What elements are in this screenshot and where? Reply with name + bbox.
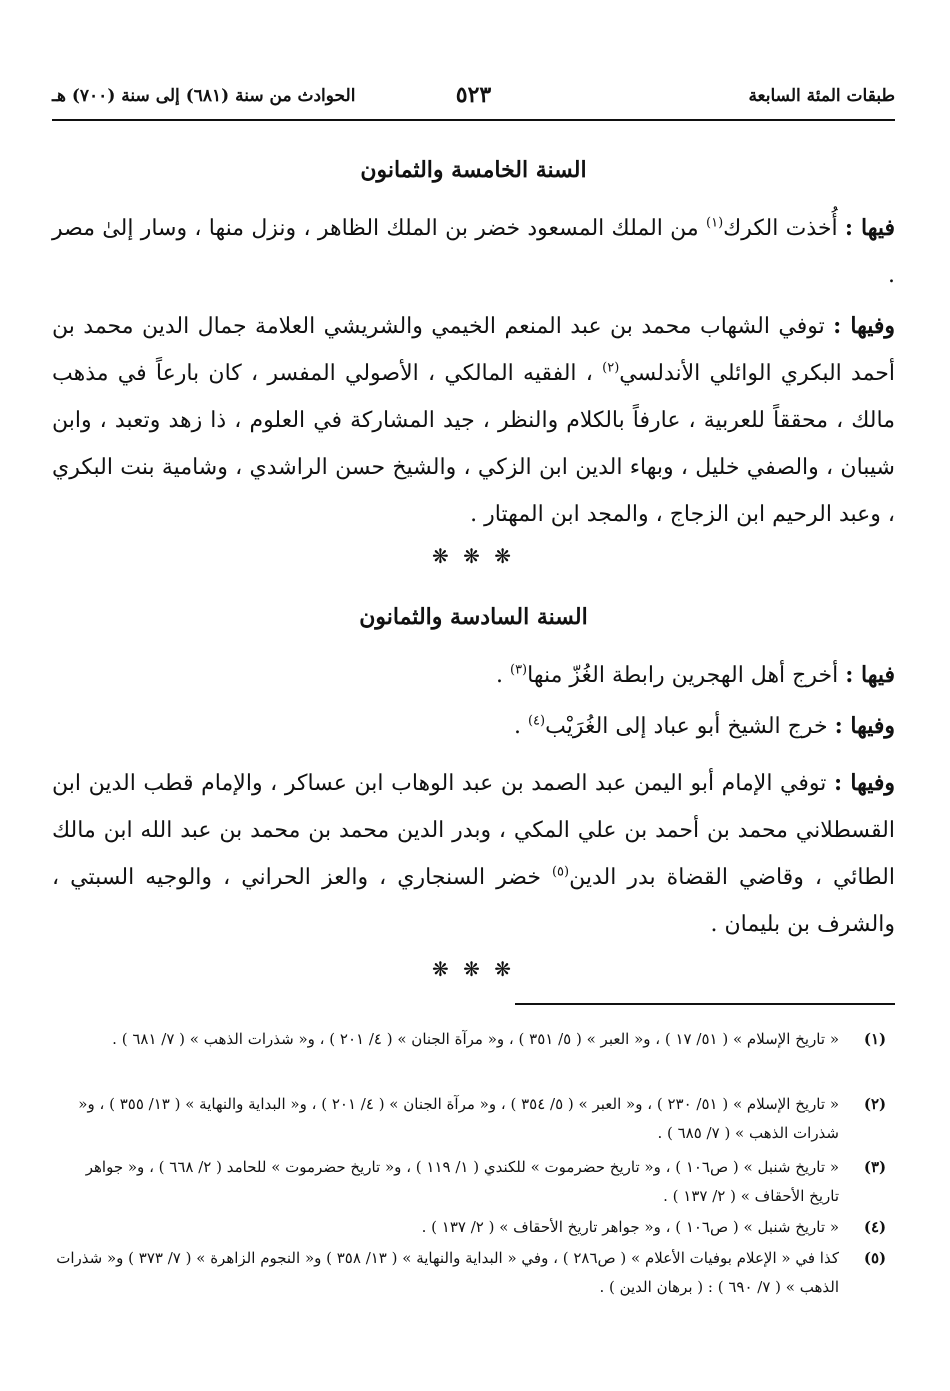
footnote-ref[interactable]: (١) [706, 215, 724, 231]
section-separator: ❋ ❋ ❋ [432, 957, 515, 981]
footnote-text: « تاريخ شنبل » ( ص١٠٦ ) ، و« جواهر تاريخ الأحقاف » ( ٢/ ١٣٧ ) . [421, 1218, 839, 1236]
footnote-1 [52, 1025, 895, 1054]
footnote-text: « تاريخ شنبل » ( ص١٠٦ ) ، و« تاريخ حضرموت » للكندي ( ١/ ١١٩ ) ، و« تاريخ حضرموت » للحامد ( ٢/ ٦٦٨ ) ، و« جواهر تاريخ الأحقاف » ( ٢/ ١٣٧ ) . [85, 1158, 839, 1205]
footnote-ref[interactable]: (٥) [551, 864, 570, 880]
footnote-ref[interactable]: (٢) [602, 360, 620, 376]
book-page [52, 0, 895, 1391]
footnote-number: (١) [863, 1030, 887, 1048]
paragraph-lead: وفيها : [833, 313, 896, 339]
footnote-text: كذا في « الإعلام بوفيات الأعلام » ( ص٢٨٦ ) ، وفي « البداية والنهاية » ( ١٣/ ٣٥٨ ) و« النجوم الزاهرة » ( ٧/ ٣٧٣ ) و« شذرات الذهب » ( ٧/ ٦٩٠ ) : ( برهان الدين ) . [56, 1249, 839, 1296]
paragraph-85-1: فيها : أُخذت الكرك$^{(١)}$ من الملك المسعود خضر بن الملك الظاهر ، ونزل منها ، وسار إلىٰ مصر . [52, 215, 895, 288]
footnote-ref[interactable]: (٤) [527, 713, 546, 729]
section-heading-86: السنة السادسة والثمانون [359, 604, 588, 630]
footnote-ref[interactable]: (٣) [509, 662, 528, 678]
chapter-range: الحوادث من سنة (٦٨١) إلى سنة (٧٠٠) هـ [52, 86, 356, 106]
footnote-3 [52, 1153, 895, 1211]
section-separator: ❋ ❋ ❋ [432, 544, 515, 568]
section-heading-85: السنة الخامسة والثمانون [360, 157, 587, 183]
footnote-rule [515, 1003, 895, 1005]
header-rule [52, 119, 895, 121]
footnote-number: (٣) [863, 1158, 887, 1176]
footnote-2 [52, 1090, 895, 1148]
paragraph-lead: فيها : [845, 662, 895, 688]
footnote-4 [52, 1213, 895, 1242]
paragraph-86-2: وفيها : خرج الشيخ أبو عباد إلى الغُرَيْب$^{(٤)}$ . [513, 713, 895, 739]
footnote-number: (٤) [863, 1218, 887, 1236]
paragraph-lead: فيها : [844, 215, 895, 241]
paragraph-85-2: وفيها : توفي الشهاب محمد بن عبد المنعم الخيمي والشريشي العلامة جمال الدين محمد بن أحمد البكري الوائلي الأندلسي$^{(٢)}$ ، الفقيه المالكي ، الأصولي المفسر ، كان بارعاً في مذهب مالك ، محققاً للعربية ، عارفاً بالكلام والنظر ، جيد المشاركة في العلوم ، ذا زهد وتعبد ، وابن شيبان ، والصفي خليل ، وبهاء الدين ابن الزكي ، والشيخ حسن الراشدي ، وشامية بنت البكري ، وعبد الرحيم ابن الزجاج ، والمجد ابن المهتار . [52, 313, 896, 527]
paragraph-lead: وفيها : [834, 713, 895, 739]
running-header [52, 82, 895, 112]
paragraph-86-1: فيها : أخرج أهل الهجرين رابطة الغُزّ منها$^{(٣)}$ . [495, 662, 895, 688]
paragraph-86-3: وفيها : توفي الإمام أبو اليمن عبد الصمد بن عبد الوهاب ابن عساكر ، والإمام قطب الدين ابن القسطلاني محمد بن أحمد بن علي المكي ، وبدر الدين محمد بن محمد بن عبد الله ابن مالك الطائي ، وقاضي القضاة بدر الدين$^{(٥)}$ خضر السنجاري ، والعز الحراني ، والوجيه السبتي ، والشرف بن بليمان . [52, 770, 895, 937]
paragraph-lead: وفيها : [833, 770, 895, 796]
footnote-text: « تاريخ الإسلام » ( ٥١/ ١٧ ) ، و« العبر » ( ٥/ ٣٥١ ) ، و« مرآة الجنان » ( ٤/ ٢٠١ ) ، و« شذرات الذهب » ( ٧/ ٦٨١ ) . [112, 1030, 839, 1048]
book-title: طبقات المئة السابعة [748, 86, 895, 106]
footnote-number: (٢) [863, 1095, 887, 1113]
page-number: ٥٢٣ [455, 82, 492, 108]
footnote-text: « تاريخ الإسلام » ( ٥١/ ٢٣٠ ) ، و« العبر » ( ٥/ ٣٥٤ ) ، و« مرآة الجنان » ( ٤/ ٢٠١ ) ، و« البداية والنهاية » ( ١٣/ ٣٥٥ ) ، و« شذرات الذهب » ( ٧/ ٦٨٥ ) . [78, 1095, 839, 1142]
footnote-5 [52, 1244, 895, 1302]
footnote-number: (٥) [863, 1249, 887, 1267]
